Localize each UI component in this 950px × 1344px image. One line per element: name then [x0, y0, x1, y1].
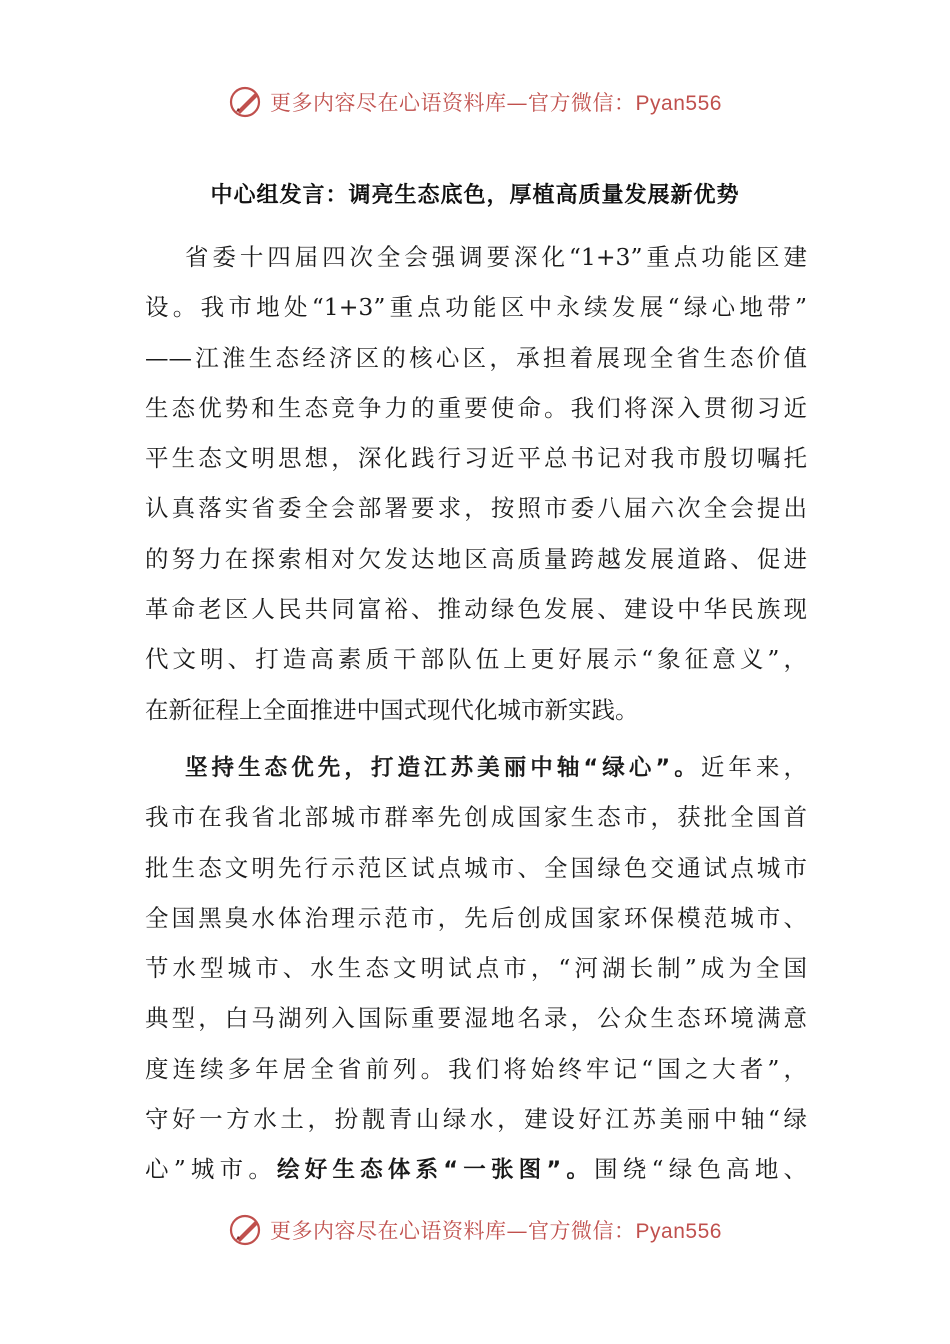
header-banner	[0, 82, 950, 122]
document-title: 中心组发言：调亮生态底色，厚植高质量发展新优势	[210, 183, 740, 208]
text-line: 我市在我省北部城市群率先创成国家生态市，获批全国首	[145, 803, 807, 832]
pen-circle-logo-icon	[228, 1212, 264, 1248]
text-line: 节水型城市、水生态文明试点市，“河湖长制”成为全国	[145, 954, 807, 983]
pen-circle-logo-icon	[228, 84, 264, 120]
text-line: 认真落实省委全会部署要求，按照市委八届六次全会提出	[145, 494, 807, 523]
paragraph-1	[145, 232, 807, 735]
text-line: 设。我市地处“1+3”重点功能区中永续发展“绿心地带”	[145, 293, 807, 322]
text-line: 在新征程上全面推进中国式现代化城市新实践。	[145, 695, 639, 724]
text-line: 代文明、打造高素质干部队伍上更好展示“象征意义”，	[145, 645, 807, 674]
text-line: 生态优势和生态竞争力的重要使命。我们将深入贯彻习近	[145, 393, 807, 422]
text-line: 批生态文明先行示范区试点城市、全国绿色交通试点城市	[145, 853, 807, 882]
text-line: 典型，白马湖列入国际重要湿地名录，公众生态环境满意	[145, 1004, 807, 1033]
text-line: 的努力在探索相对欠发达地区高质量跨越发展道路、促进	[145, 544, 807, 573]
text-line: 度连续多年居全省前列。我们将始终牢记“国之大者”，	[145, 1054, 807, 1083]
footer-banner	[0, 1210, 950, 1250]
text-line: ——江淮生态经济区的核心区，承担着展现全省生态价值	[145, 343, 807, 372]
text-line: 全国黑臭水体治理示范市，先后创成国家环保模范城市、	[145, 903, 807, 932]
section-heading: 坚持生态优先，打造江苏美丽中轴“绿心”。	[185, 755, 701, 781]
text-line: 守好一方水土，扮靓青山绿水，建设好江苏美丽中轴“绿	[145, 1105, 807, 1134]
text-line: 革命老区人民共同富裕、推动绿色发展、建设中华民族现	[145, 595, 807, 624]
text-line: 心”城市。绘好生态体系“一张图”。围绕“绿色高地、	[145, 1155, 807, 1184]
text-line: 省委十四届四次全会强调要深化“1+3”重点功能区建	[185, 243, 807, 271]
paragraph-2	[145, 742, 807, 1195]
banner-text: 更多内容尽在心语资料库—官方微信：Pyan556	[270, 91, 722, 115]
text-line: 平生态文明思想，深化践行习近平总书记对我市殷切嘱托	[145, 444, 807, 473]
text-line: 坚持生态优先，打造江苏美丽中轴“绿心”。近年来，	[185, 753, 807, 781]
sub-heading: 绘好生态体系“一张图”。	[277, 1157, 595, 1184]
banner-text: 更多内容尽在心语资料库—官方微信：Pyan556	[270, 1219, 722, 1243]
